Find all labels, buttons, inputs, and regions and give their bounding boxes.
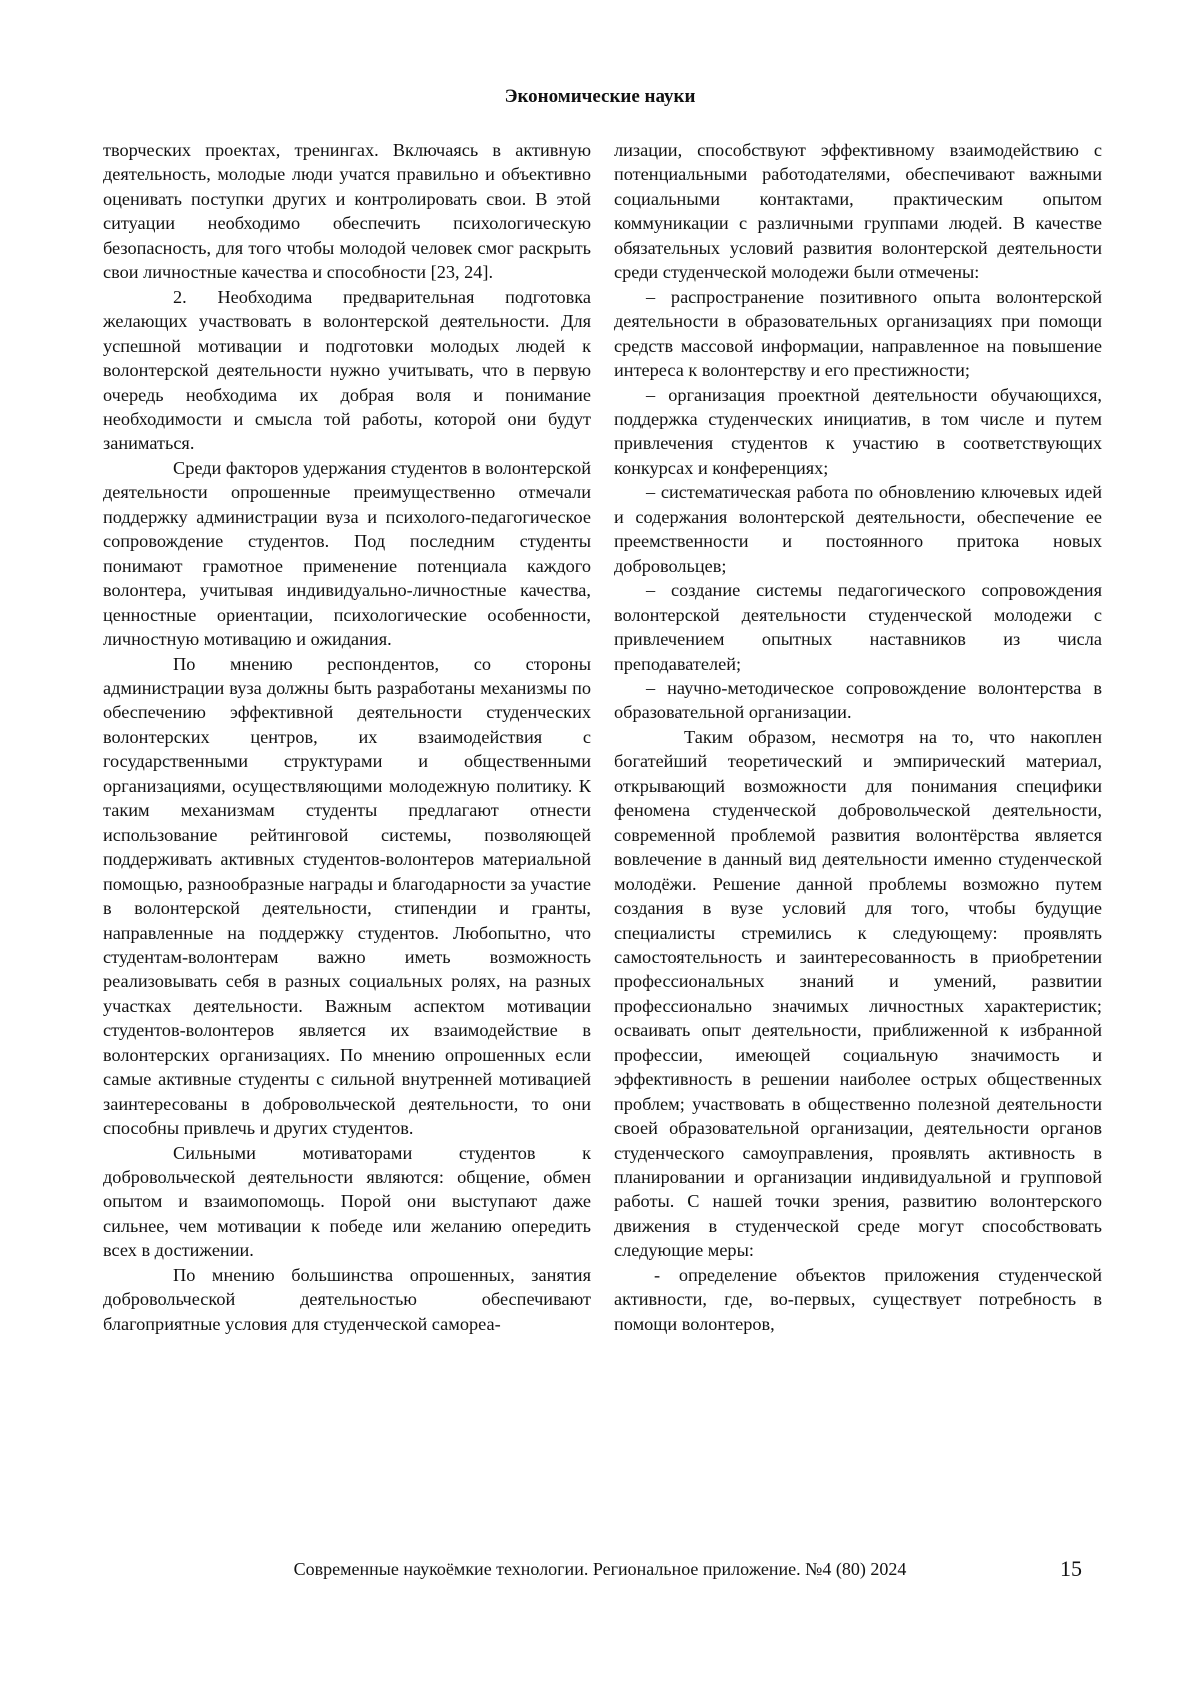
journal-title: Современные наукоёмкие технологии. Региональное приложение. №4 (80) 2024 (293, 1559, 907, 1579)
list-item: – научно-методическое сопровождение волонтерства в образовательной организации. (614, 677, 1102, 723)
page-number: 15 (1060, 1556, 1082, 1581)
paragraph: По мнению большинства опрошенных, занятия добровольческой деятельностью обеспечивают благоприятные условия для студенческой самореа- (103, 1264, 591, 1334)
paragraph: Таким образом, несмотря на то, что накоплен богатейший теоретический и эмпирический материал, открывающий возможности для понимания специфики феномена студенческой добровольческой деятельности, современной проблемой развития волонтёрства является вовлечение в данный вид деятельности именно студенческой молодёжи. Решение данной проблемы возможно путем создания в вузе условий для того, чтобы будущие специалисты стремились к следующему: проявлять самостоятельность и заинтересованность в приобретении профессиональных знаний и умений, развитии профессионально значимых личностных характеристик; осваивать опыт деятельности, приближенной к избранной профессии, имеющей социальную значимость и эффективность в решении наиболее острых общественных проблем; участвовать в общественно полезной деятельности своей образовательной организации, деятельности органов студенческого самоуправления, проявлять активность в планировании и организации индивидуальной и групповой работы. С нашей точки зрения, развитию волонтерского движения в студенческой среде могут способствовать следующие меры: (614, 726, 1102, 1261)
paragraph: 2. Необходима предварительная подготовка желающих участвовать в волонтерской деятельности. Для успешной мотивации и подготовки молодых людей к волонтерской деятельности нужно учитывать, что в первую очередь необходима их добрая воля и понимание необходимости и смысла той работы, которой они будут заниматься. (103, 286, 591, 454)
right-column (614, 138, 1102, 1336)
list-item: – организация проектной деятельности обучающихся, поддержка студенческих инициатив, в том числе и путем привлечения студентов к участию в соответствующих конкурсах и конференциях; (614, 384, 1102, 478)
paragraph: лизации, способствуют эффективному взаимодействию с потенциальными работодателями, обеспечивают важными социальными контактами, практическим опытом коммуникации с различными группами людей. В качестве обязательных условий развития волонтерской деятельности среди студенческой молодежи были отмечены: (614, 140, 1102, 283)
paragraph: Среди факторов удержания студентов в волонтерской деятельности опрошенные преимущественно отмечали поддержку администрации вуза и психолого-педагогическое сопровождение студентов. Под последним студенты понимают грамотное применение потенциала каждого волонтера, учитывая индивидуально-личностные качества, ценностные ориентации, психологические особенности, личностную мотивацию и ожидания. (103, 457, 591, 650)
paragraph: По мнению респондентов, со стороны администрации вуза должны быть разработаны механизмы по обеспечению эффективной деятельности студенческих волонтерских центров, их взаимодействия с государственными структурами и общественными организациями, осуществляющими молодежную политику. К таким механизмам студенты предлагают отнести использование рейтинговой системы, позволяющей поддерживать активных студентов-волонтеров материальной помощью, разнообразные награды и благодарности за участие в волонтерской деятельности, стипендии и гранты, направленные на поддержку студентов. Любопытно, что студентам-волонтерам важно иметь возможность реализовывать себя в разных социальных ролях, на разных участках деятельности. Важным аспектом мотивации студентов-волонтеров является их взаимодействие в волонтерских организациях. По мнению опрошенных если самые активные студенты с сильной внутренней мотивацией заинтересованы в добровольческой деятельности, то они способны привлечь и других студентов. (103, 653, 591, 1139)
paragraph: творческих проектах, тренингах. Включаясь в активную деятельность, молодые люди учатся правильно и объективно оценивать поступки других и контролировать свои. В этой ситуации необходимо обеспечить психологическую безопасность, для того чтобы молодой человек смог раскрыть свои личностные качества и способности [23, 24]. (103, 140, 591, 283)
left-column (103, 138, 591, 1336)
list-item: – распространение позитивного опыта волонтерской деятельности в образовательных организациях при помощи средств массовой информации, направленное на повышение интереса к волонтерству и его престижности; (614, 286, 1102, 381)
section-title: Экономические науки (504, 86, 696, 107)
list-item: – систематическая работа по обновлению ключевых идей и содержания волонтерской деятельности, обеспечение ее преемственности и постоянного притока новых добровольцев; (614, 482, 1102, 576)
list-item: - определение объектов приложения студенческой активности, где, во-первых, существует потребность в помощи волонтеров, (614, 1264, 1102, 1334)
list-item: – создание системы педагогического сопровождения волонтерской деятельности студенческой молодежи с привлечением опытных наставников из числа преподавателей; (614, 580, 1102, 674)
paragraph: Сильными мотиваторами студентов к добровольческой деятельности являются: общение, обмен опытом и взаимопомощь. Порой они выступают даже сильнее, чем мотивации к победе или желанию опередить всех в достижении. (103, 1142, 591, 1261)
